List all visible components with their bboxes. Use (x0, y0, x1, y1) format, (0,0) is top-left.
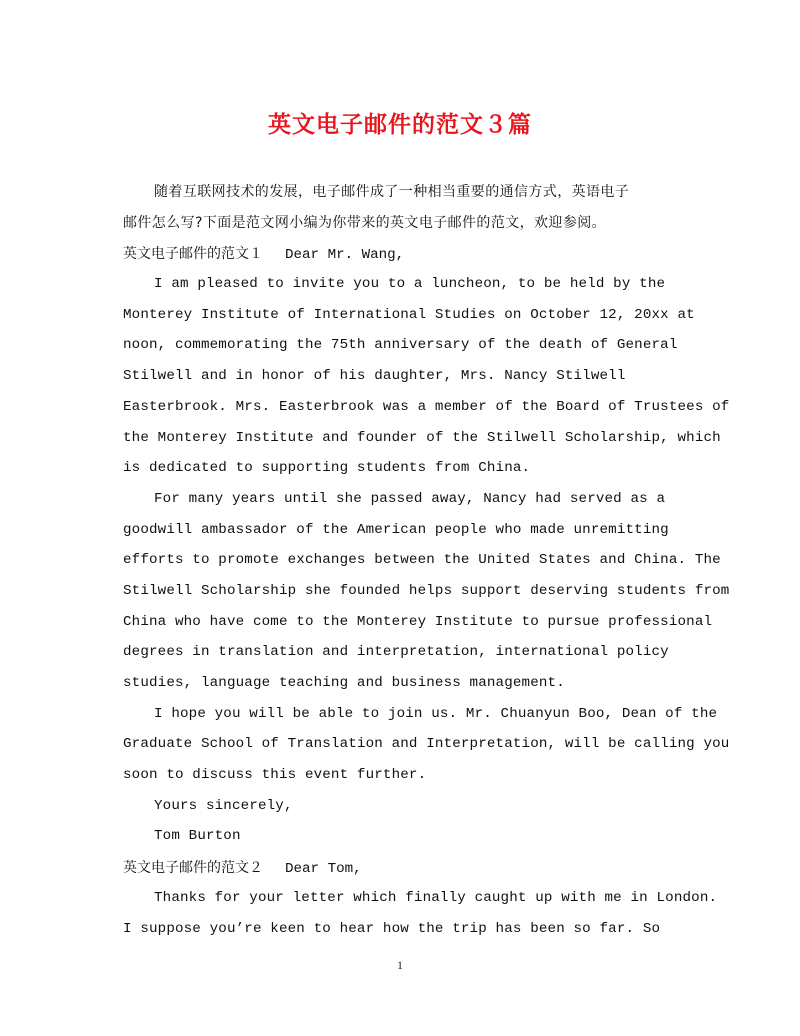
intro-line: 邮件怎么写?下面是范文网小编为你带来的英文电子邮件的范文，欢迎参阅。 (123, 214, 607, 231)
paragraph-line: China who have come to the Monterey Institute to pursue professional (123, 613, 713, 630)
paragraph-line: studies, language teaching and business management. (123, 675, 565, 691)
sample-2-label: 英文电子邮件的范文２ (123, 860, 263, 877)
sample-1-salutation: Dear Mr. Wang, (285, 247, 405, 264)
paragraph-line: the Monterey Institute and founder of the Stilwell Scholarship, which (123, 429, 721, 446)
paragraph-line: Monterey Institute of International Studies on October 12, 20xx at (123, 306, 695, 323)
paragraph-line: Thanks for your letter which finally caught up with me in London. (154, 889, 718, 906)
paragraph-line: I am pleased to invite you to a luncheon, to be held by the (154, 276, 666, 293)
sample-2-salutation: Dear Tom, (285, 861, 362, 878)
letter-signature: Tom Burton (154, 828, 241, 845)
paragraph-line: Easterbrook. Mrs. Easterbrook was a member of the Board of Trustees of (123, 398, 730, 415)
sample-2-heading (123, 852, 679, 883)
document-body (123, 177, 730, 944)
paragraph-line: I hope you will be able to join us. Mr. Chuanyun Boo, Dean of the (154, 705, 718, 722)
paragraph-line: Stilwell and in honor of his daughter, Mrs. Nancy Stilwell (123, 368, 626, 385)
paragraph-line: noon, commemorating the 75th anniversary of the death of General (123, 337, 678, 354)
sample-1-heading (123, 238, 679, 269)
paragraph-line: I suppose you’re keen to hear how the trip has been so far. So (123, 920, 661, 937)
page-number: 1 (397, 958, 403, 972)
paragraph-line: degrees in translation and interpretation, international policy (123, 644, 669, 661)
intro-line: 随着互联网技术的发展，电子邮件成了一种相当重要的通信方式，英语电子 (154, 184, 630, 200)
sample-1-label: 英文电子邮件的范文１ (123, 246, 263, 263)
paragraph-line: efforts to promote exchanges between the United States and China. The (123, 552, 721, 569)
letter-closing: Yours sincerely, (154, 797, 293, 814)
paragraph-line: is dedicated to supporting students from China. (123, 460, 531, 477)
paragraph-line: Stilwell Scholarship she founded helps support deserving students from (123, 582, 730, 599)
paragraph-line: For many years until she passed away, Nancy had served as a (154, 490, 666, 507)
paragraph-line: Graduate School of Translation and Interpretation, will be calling you (123, 736, 730, 753)
paragraph-line: soon to discuss this event further. (123, 767, 427, 784)
paragraph-line: goodwill ambassador of the American people who made unremitting (123, 521, 669, 538)
page-title: 英文电子邮件的范文３篇 (268, 111, 532, 138)
